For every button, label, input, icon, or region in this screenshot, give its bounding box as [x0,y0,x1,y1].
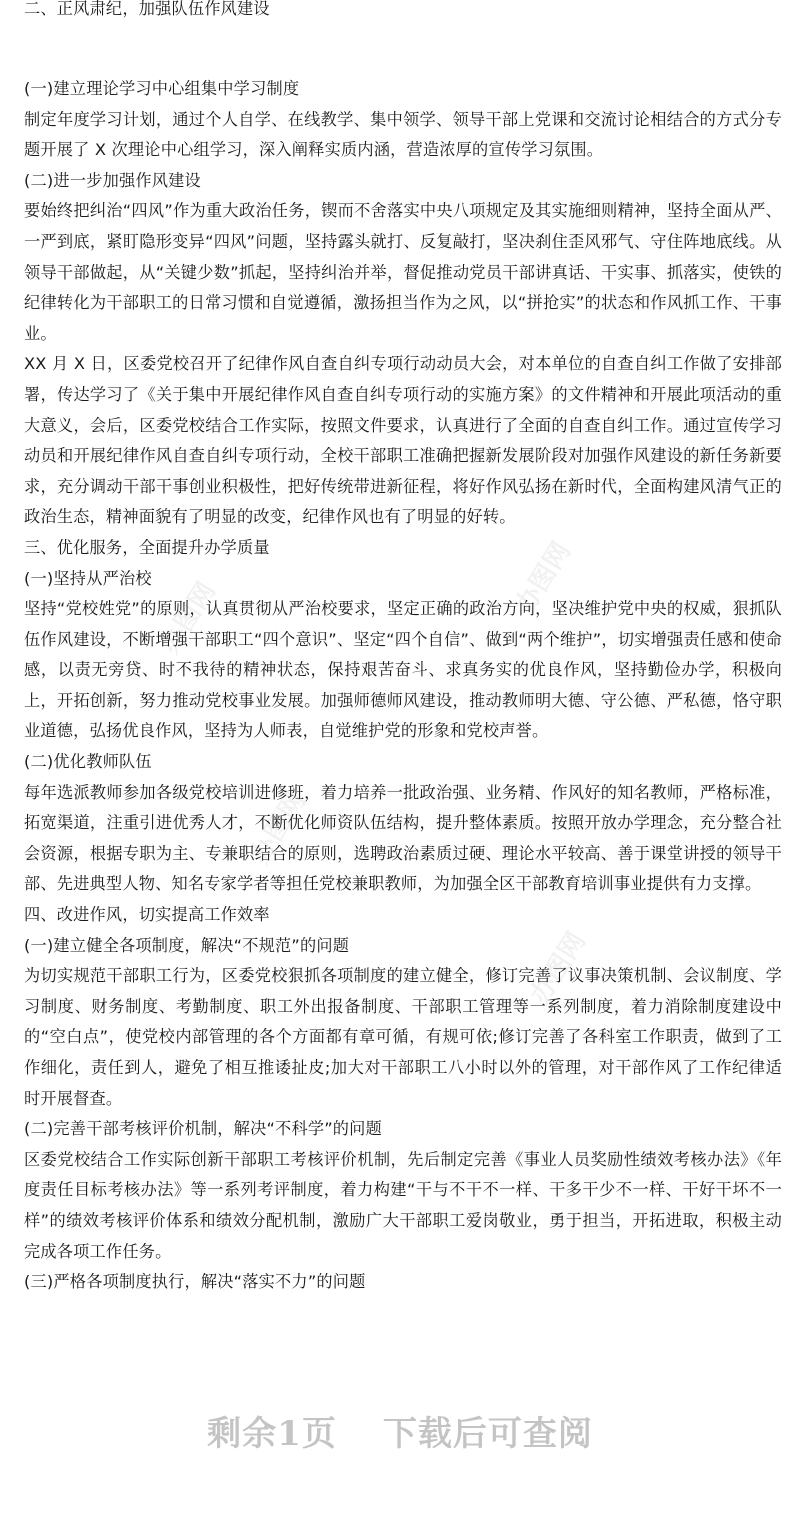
watermark: 办图网 [245,787,312,870]
body-paragraph: XX 月 X 日，区委党校召开了纪律作风自查自纠专项行动动员大会，对本单位的自查自纠工作做了安排部署，传达学习了《关于集中开展纪律作风自查自纠专项行动的实施方案》的文件精神和开展此项活动的重大意义，会后，区委党校结合工作实际，按照文件要求，认真进行了全面的自查自纠工作。通过宣传学习动员和开展纪律作风自查自纠专项行动，全校干部职工准确把握新发展阶段对加强作风建设的新任务新要求，充分调动干部干事创业积极性，把好传统带进新征程，将好作风弘扬在新时代，全面构建风清气正的政治生态，精神面貌有了明显的改变，纪律作风也有了明显的好转。 [24,354,782,527]
body-paragraph: 坚持“党校姓党”的原则，认真贯彻从严治校要求，坚定正确的政治方向，坚决维护党中央的权威，狠抓队伍作风建设，不断增强干部职工“四个意识”、坚定“四个自信”、做到“两个维护”，切实增强责任感和使命感，以责无旁贷、时不我待的精神状态，保持艰苦奋斗、求真务实的优良作风，坚持勤俭办学，积极向上，开拓创新，努力推动党校事业发展。加强师德师风建设，推动教师明大德、守公德、严私德，恪守职业道德，弘扬优良作风，坚持为人师表，自觉维护党的形象和党校声誉。 [24,599,782,741]
watermark: 办图网 [525,927,592,1010]
download-to-view-label: 下载后可查阅 [382,1414,593,1454]
watermark: 办图网 [155,577,222,660]
document-body [24,0,782,1298]
body-paragraph: 制定年度学习计划，通过个人自学、在线教学、集中领学、领导干部上党课和交流讨论相结合的方式分专题开展了 X 次理论中心组学习，深入阐释实质内涵，营造浓厚的宣传学习氛围。 [24,109,782,160]
subsection-heading: (二)完善干部考核评价机制，解决“不科学”的问题 [24,1119,382,1139]
watermark: 办图网 [510,537,577,620]
section-heading: 二、正风肃纪，加强队伍作风建设 [24,0,270,18]
subsection-heading: (一)建立理论学习中心组集中学习制度 [24,79,300,98]
body-paragraph: 区委党校结合工作实际创新干部职工考核评价机制，先后制定完善《事业人员奖励性绩效考核办法》《年度责任目标考核办法》等一系列考评制度，着力构建“干与不干不一样、干多干少不一样、干好干坏不一样”的绩效考核评价体系和绩效分配机制，激励广大干部职工爱岗敬业，勇于担当，开拓进取，积极主动完成各项工作任务。 [24,1149,782,1261]
subsection-heading: (二)进一步加强作风建设 [24,170,201,190]
body-paragraph: 为切实规范干部职工行为，区委党校狠抓各项制度的建立健全，修订完善了议事决策机制、会议制度、学习制度、财务制度、考勤制度、职工外出报备制度、干部职工管理等一系列制度，着力消除制度建设中的“空白点”，使党校内部管理的各个方面都有章可循，有规可依;修订完善了各科室工作职责，做到了工作细化，责任到人，避免了相互推诿扯皮;加大对干部职工八小时以外的管理，对干部作风了工作纪律适时开展督查。 [24,966,782,1108]
body-paragraph: 每年选派教师参加各级党校培训进修班，着力培养一批政治强、业务精、作风好的知名教师，严格标准，拓宽渠道，注重引进优秀人才，不断优化师资队伍结构，提升整体素质。按照开放办学理念，充分整合社会资源，根据专职为主、专兼职结合的原则，选聘政治素质过硬、理论水平较高、善于课堂讲授的领导干部、先进典型人物、知名专家学者等担任党校兼职教师，为加强全区干部教育培训事业提供有力支撑。 [24,782,782,894]
subsection-heading: (一)坚持从严治校 [24,568,152,588]
subsection-heading: (三)严格各项制度执行，解决“落实不力”的问题 [24,1272,366,1292]
subsection-heading: (二)优化教师队伍 [24,752,152,772]
section-heading: 四、改进作风，切实提高工作效率 [24,905,270,925]
subsection-heading: (一)建立健全各项制度，解决“不规范”的问题 [24,935,350,955]
download-prompt[interactable] [0,1406,800,1455]
section-heading: 三、优化服务，全面提升办学质量 [24,537,270,557]
remaining-pages-label: 剩余1页 [207,1414,337,1454]
body-paragraph: 要始终把纠治“四风”作为重大政治任务，锲而不舍落实中央八项规定及其实施细则精神，坚持全面从严、一严到底，紧盯隐形变异“四风”问题，坚持露头就打、反复敲打，坚决刹住歪风邪气、守住阵地底线。从领导干部做起，从“关键少数”抓起，坚持纠治并举，督促推动党员干部讲真话、干实事、抓落实，使铁的纪律转化为干部职工的日常习惯和自觉遵循，激扬担当作为之风，以“拼抢实”的状态和作风抓工作、干事业。 [24,201,782,343]
